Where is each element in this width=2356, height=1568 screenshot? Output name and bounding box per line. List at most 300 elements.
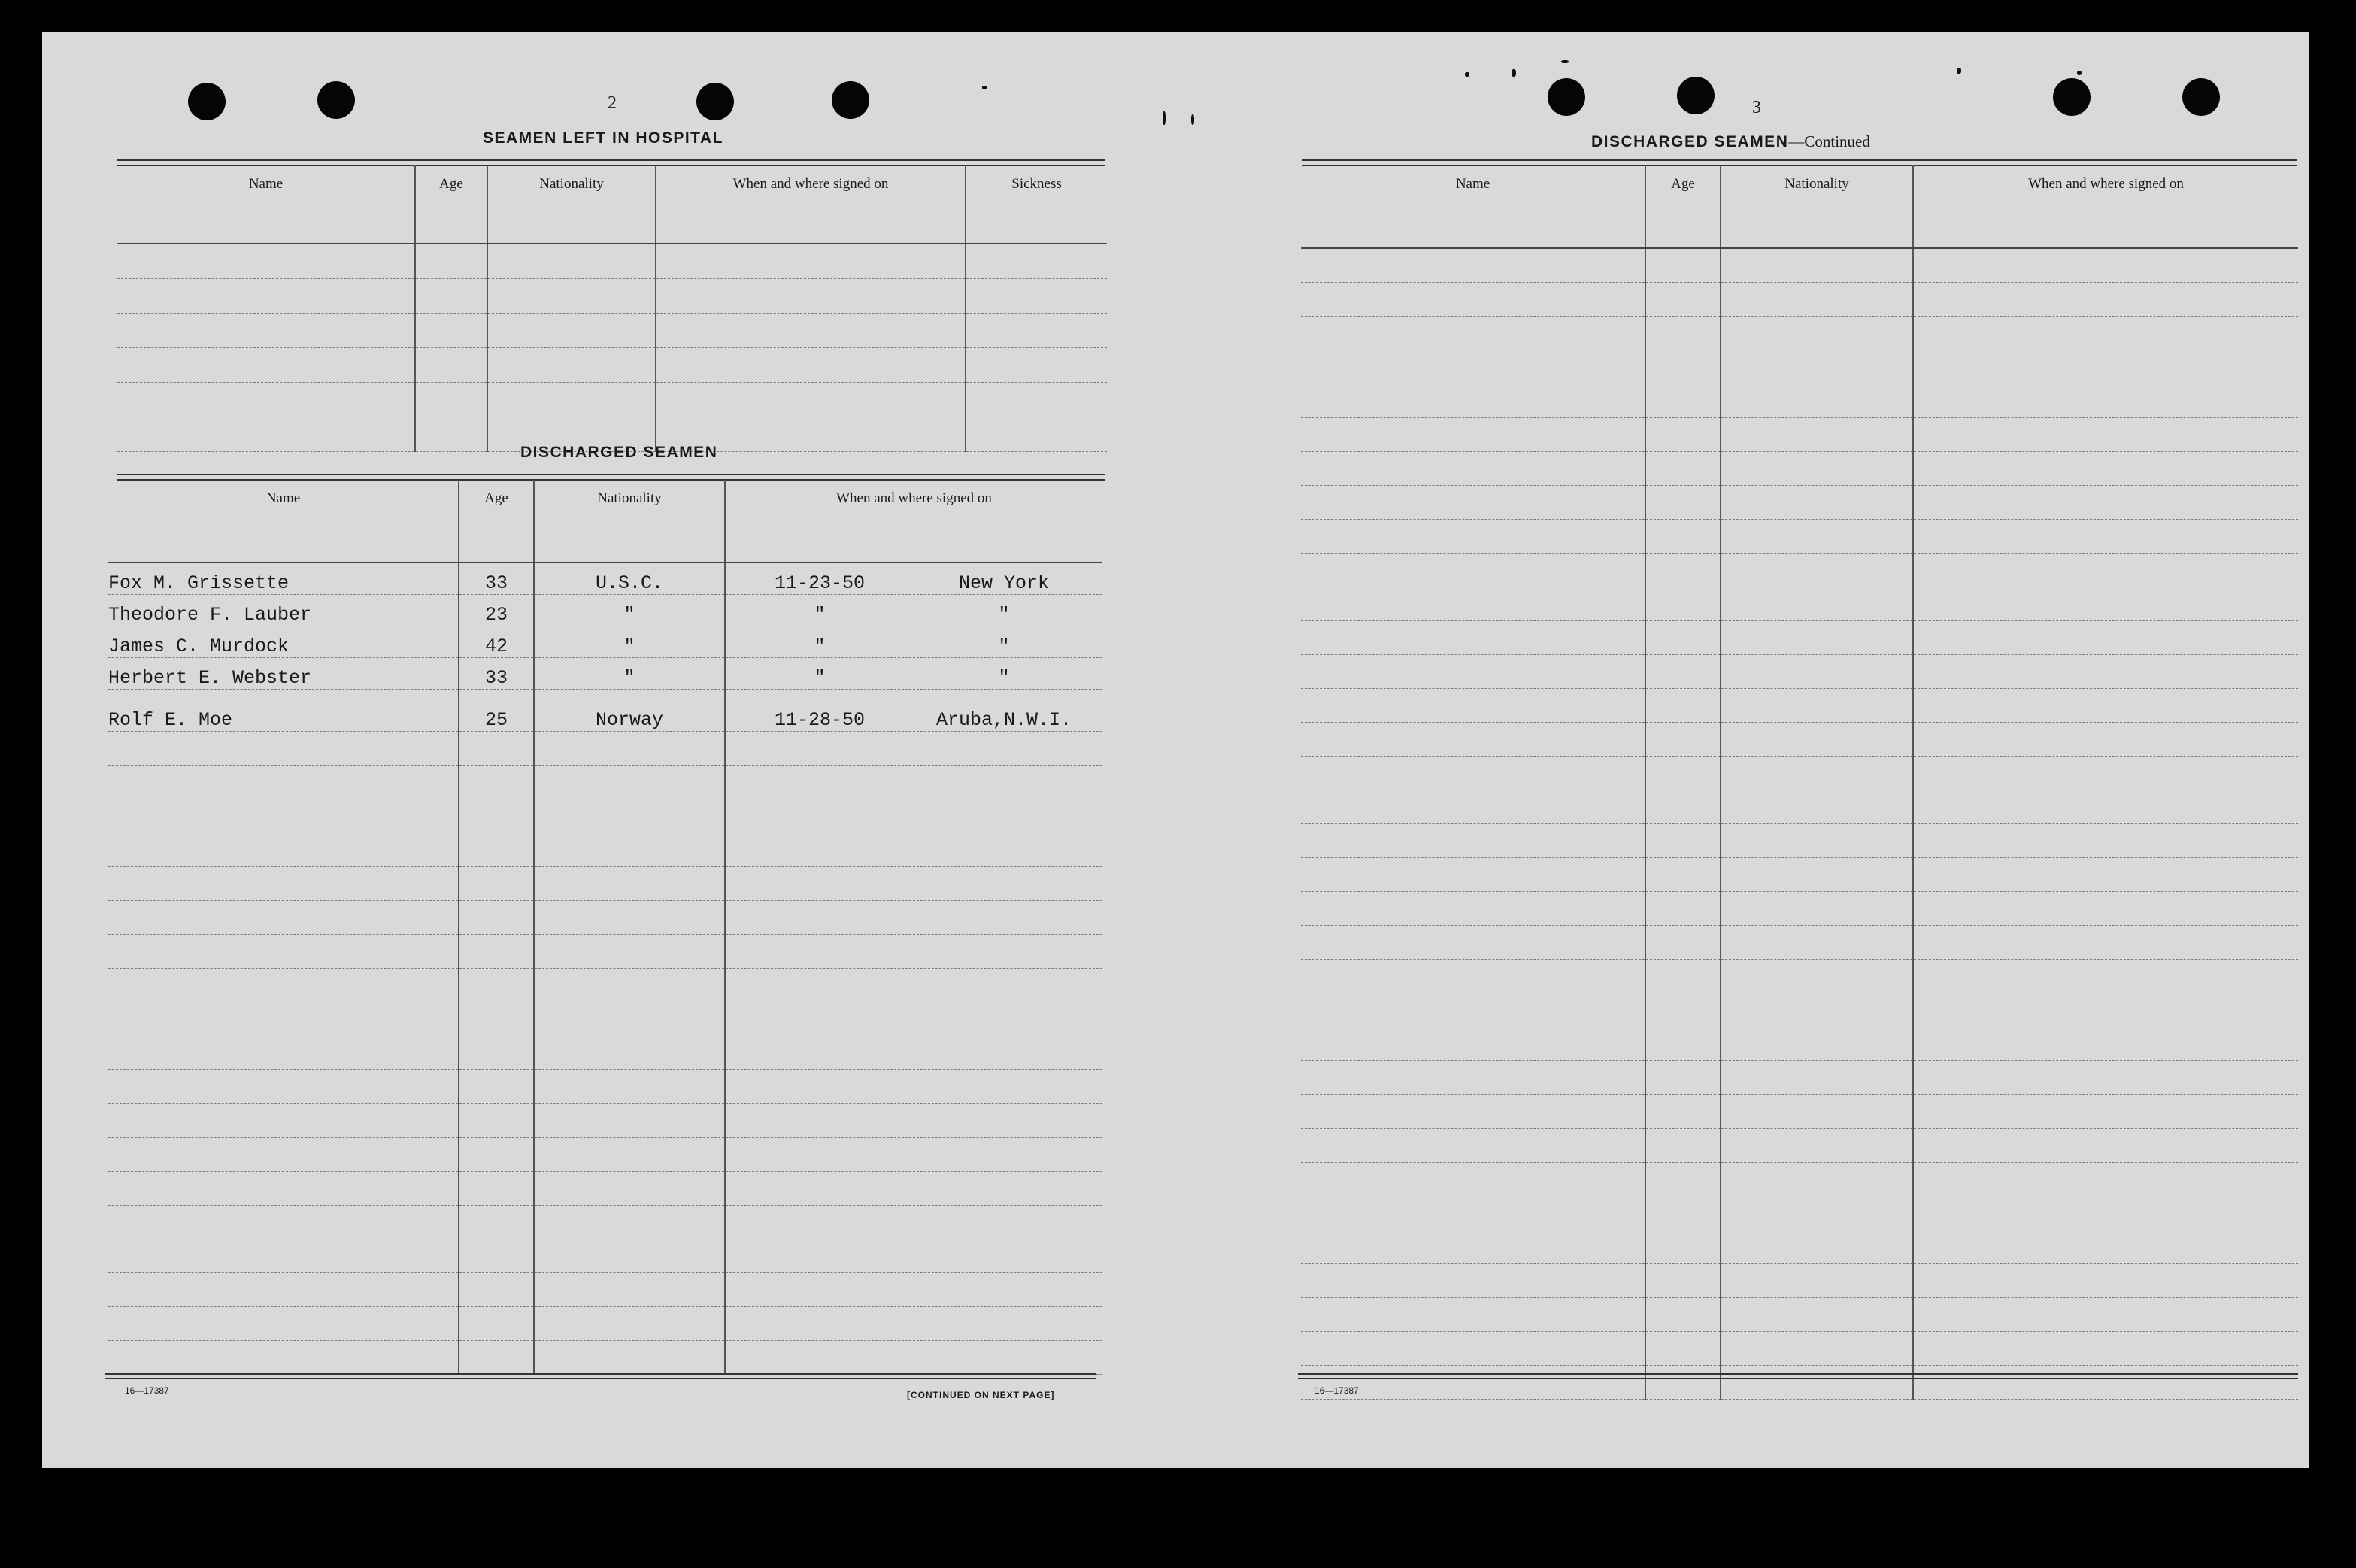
table-cell [1301,1027,1645,1060]
table-cell [415,278,487,313]
table-row [108,1205,1102,1239]
page-number: 2 [608,93,617,113]
table-row [1301,1263,2298,1297]
col-header-nationality: Nationality [1721,165,1913,248]
table-cell [1301,790,1645,823]
col-header-nationality: Nationality [534,480,725,563]
table-cell [1645,553,1721,587]
table-cell [966,244,1107,278]
table-cell [725,1205,1102,1239]
table-cell [1645,959,1721,993]
table-cell [1721,823,1913,857]
table-row [1301,316,2298,350]
table-cell [1645,485,1721,519]
table-cell [459,1103,534,1137]
table-cell [108,1002,459,1036]
table-cell [108,1205,459,1239]
table-cell [1645,620,1721,654]
discharged-section-title: DISCHARGED SEAMEN [520,444,718,461]
col-header-nationality: Nationality [487,165,656,244]
table-cell [459,934,534,968]
table-cell [1301,620,1645,654]
table-row [1301,1128,2298,1162]
table-cell [656,244,966,278]
table-row [1301,384,2298,417]
table-cell [1645,857,1721,891]
table-cell [1645,1365,1721,1399]
age-cell: 33 [459,563,534,594]
signed-on-place: " [998,603,1010,626]
table-row [108,1103,1102,1137]
name-cell: Rolf E. Moe [108,689,459,731]
table-row [1301,790,2298,823]
table-cell [1913,485,2298,519]
table-cell [487,244,656,278]
table-row [1301,485,2298,519]
table-row [108,833,1102,866]
table-cell [534,1103,725,1137]
form-code: 16—17387 [125,1385,169,1396]
name-cell: Fox M. Grissette [108,563,459,594]
table-cell [108,934,459,968]
table-cell [108,799,459,833]
table-cell [656,382,966,417]
table-cell [1721,417,1913,451]
table-cell [1721,1230,1913,1263]
discharged-continued-title [1591,132,1870,151]
nationality-cell: Norway [534,689,725,731]
table-cell [1721,688,1913,722]
signed-on-place: " [998,635,1010,657]
section-title-suffix: —Continued [1788,132,1870,150]
table-cell [1645,688,1721,722]
table-cell [1913,722,2298,756]
table-row [117,244,1107,278]
table-row [108,657,1102,689]
table-cell [108,1272,459,1306]
table-cell [1301,519,1645,553]
table-cell [1721,485,1913,519]
table-cell [1721,282,1913,316]
table-cell [108,1340,459,1374]
table-cell [1721,993,1913,1027]
table-cell [1721,1365,1913,1399]
nationality-cell: " [534,594,725,626]
table-cell [1913,350,2298,384]
table-cell [1645,1331,1721,1365]
table-cell [534,1137,725,1171]
table-cell [1913,587,2298,620]
table-row [1301,451,2298,485]
table-cell [1301,688,1645,722]
table-cell [534,1306,725,1340]
table-cell [725,1137,1102,1171]
table-cell [1721,316,1913,350]
table-row [108,934,1102,968]
table-cell [725,1306,1102,1340]
table-cell [108,1103,459,1137]
table-cell [1913,1027,2298,1060]
document-paper [42,32,2309,1468]
table-row [1301,1162,2298,1196]
table-cell [1645,248,1721,282]
table-row [1301,891,2298,925]
table-cell [1301,925,1645,959]
signed-on-place: Aruba,N.W.I. [935,708,1072,731]
table-row [108,626,1102,657]
table-cell [534,1340,725,1374]
table-cell [1645,1128,1721,1162]
table-cell [1913,654,2298,688]
table-cell [1913,1263,2298,1297]
table-cell [1301,1196,1645,1230]
table-cell [1645,823,1721,857]
table-row [1301,1027,2298,1060]
age-cell: 42 [459,626,534,657]
table-cell [1301,384,1645,417]
table-cell [487,313,656,347]
table-cell [1645,1263,1721,1297]
table-cell [1645,451,1721,485]
table-cell [1721,959,1913,993]
table-cell [1913,451,2298,485]
signed-on-cell [725,689,1102,731]
table-row [1301,1331,2298,1365]
table-cell [1913,553,2298,587]
table-row [108,689,1102,731]
table-cell [459,833,534,866]
table-cell [459,968,534,1002]
table-cell [725,866,1102,900]
hospital-section-title: SEAMEN LEFT IN HOSPITAL [483,129,723,147]
table-row [1301,1060,2298,1094]
table-cell [534,1171,725,1205]
table-cell [725,1103,1102,1137]
table-cell [1721,1060,1913,1094]
table-cell [966,382,1107,417]
table-cell [1913,891,2298,925]
table-cell [459,1306,534,1340]
table-cell [725,1002,1102,1036]
table-cell [1645,790,1721,823]
table-cell [1645,1027,1721,1060]
table-row [1301,857,2298,891]
table-row [1301,688,2298,722]
col-header-signed-on: When and where signed on [1913,165,2298,248]
table-cell [725,934,1102,968]
ink-speck [1163,111,1166,125]
table-cell [1913,925,2298,959]
signed-on-place: " [998,666,1010,689]
table-cell [1645,1297,1721,1331]
table-cell [1301,959,1645,993]
table-cell [1913,993,2298,1027]
signed-on-cell [725,657,1102,689]
table-cell [1301,1230,1645,1263]
table-cell [1301,823,1645,857]
table-cell [1721,857,1913,891]
table-cell [1301,553,1645,587]
table-cell [415,417,487,451]
table-cell [1645,282,1721,316]
table-cell [1913,688,2298,722]
section-title-text: DISCHARGED SEAMEN [1591,133,1789,150]
page-number: 3 [1752,98,1761,117]
table-cell [966,347,1107,382]
table-row [117,313,1107,347]
table-cell [459,1002,534,1036]
signed-on-date: " [814,603,826,626]
table-row [108,866,1102,900]
table-cell [725,968,1102,1002]
table-row [1301,756,2298,790]
col-header-age: Age [459,480,534,563]
table-row [1301,722,2298,756]
table-row [1301,959,2298,993]
table-cell [534,1002,725,1036]
table-row [108,563,1102,594]
table-cell [1913,620,2298,654]
table-cell [117,382,415,417]
table-cell [459,1239,534,1272]
table-cell [1645,925,1721,959]
table-cell [1645,654,1721,688]
table-cell [1913,823,2298,857]
table-cell [108,1306,459,1340]
table-cell [1721,350,1913,384]
table-cell [725,900,1102,934]
table-cell [1645,722,1721,756]
table-cell [725,1036,1102,1069]
table-cell [966,417,1107,451]
table-cell [1301,1263,1645,1297]
col-header-signed-on: When and where signed on [656,165,966,244]
table-cell [1301,451,1645,485]
table-row [108,1036,1102,1069]
table-row [1301,925,2298,959]
signed-on-cell [725,563,1102,594]
table-cell [1721,891,1913,925]
table-cell [1645,1230,1721,1263]
table-cell [459,799,534,833]
table-row [108,1272,1102,1306]
table-cell [534,900,725,934]
table-cell [459,1340,534,1374]
table-cell [487,382,656,417]
table-cell [1913,857,2298,891]
table-cell [108,1036,459,1069]
table-row [1301,1230,2298,1263]
col-header-age: Age [415,165,487,244]
table-cell [1301,248,1645,282]
nationality-cell: U.S.C. [534,563,725,594]
table-cell [1645,1196,1721,1230]
table-cell [656,278,966,313]
signed-on-date: " [814,635,826,657]
table-cell [1913,1060,2298,1094]
table-row [1301,993,2298,1027]
col-header-name: Name [117,165,415,244]
table-row [1301,248,2298,282]
table-cell [1913,248,2298,282]
table-cell [1301,1331,1645,1365]
table-cell [534,1036,725,1069]
table-cell [1721,1263,1913,1297]
table-cell [1645,417,1721,451]
table-cell [415,347,487,382]
table-cell [534,968,725,1002]
bottom-rule [105,1373,1096,1379]
age-cell: 23 [459,594,534,626]
table-cell [117,347,415,382]
table-cell [1721,519,1913,553]
table-row [1301,519,2298,553]
signed-on-date: 11-23-50 [774,572,866,594]
table-row [1301,282,2298,316]
table-row [108,1306,1102,1340]
table-cell [415,382,487,417]
table-cell [534,1205,725,1239]
table-cell [656,313,966,347]
table-cell [1721,1196,1913,1230]
table-row [108,1002,1102,1036]
table-row [108,1340,1102,1374]
table-cell [1913,1230,2298,1263]
table-row [1301,823,2298,857]
nationality-cell: " [534,626,725,657]
table-cell [725,1171,1102,1205]
table-cell [1913,1128,2298,1162]
table-cell [459,1205,534,1239]
col-header-sickness: Sickness [966,165,1107,244]
table-cell [459,1171,534,1205]
table-row [1301,350,2298,384]
table-cell [1301,1162,1645,1196]
table-row [108,900,1102,934]
right-page [1200,32,2309,1468]
table-cell [1301,587,1645,620]
table-cell [534,934,725,968]
table-cell [1301,1128,1645,1162]
table-cell [1645,891,1721,925]
table-cell [459,1272,534,1306]
signed-on-place: New York [958,572,1050,594]
discharged-table [108,480,1102,1375]
table-row [1301,654,2298,688]
signed-on-date: " [814,666,826,689]
table-cell [1645,993,1721,1027]
signed-on-cell [725,594,1102,626]
table-cell [1645,316,1721,350]
table-row [1301,1297,2298,1331]
table-row [108,968,1102,1002]
table-row [117,278,1107,313]
table-cell [415,313,487,347]
table-row [1301,553,2298,587]
table-row [117,347,1107,382]
table-cell [1721,1331,1913,1365]
table-cell [966,278,1107,313]
table-row [1301,1094,2298,1128]
table-cell [1645,350,1721,384]
table-row [117,382,1107,417]
table-row [108,594,1102,626]
table-cell [1301,417,1645,451]
left-page [42,32,1125,1468]
table-cell [1913,1094,2298,1128]
table-cell [1301,350,1645,384]
table-cell [1301,1297,1645,1331]
table-cell [1301,891,1645,925]
table-row [1301,620,2298,654]
col-header-name: Name [108,480,459,563]
table-row [108,1069,1102,1103]
table-cell [459,1137,534,1171]
table-row [1301,1365,2298,1399]
table-cell [725,1069,1102,1103]
table-cell [1645,1162,1721,1196]
table-cell [1913,1365,2298,1399]
continued-note: [CONTINUED ON NEXT PAGE] [907,1390,1055,1400]
table-cell [108,1239,459,1272]
table-cell [459,1036,534,1069]
table-cell [1301,316,1645,350]
table-cell [1301,485,1645,519]
table-cell [459,866,534,900]
name-cell: Theodore F. Lauber [108,594,459,626]
bottom-rule [1298,1373,2298,1379]
table-cell [459,765,534,799]
table-cell [1721,451,1913,485]
table-cell [108,900,459,934]
table-cell [1645,587,1721,620]
table-cell [1721,587,1913,620]
table-cell [1721,722,1913,756]
table-cell [725,833,1102,866]
table-cell [1721,1128,1913,1162]
table-cell [1721,790,1913,823]
name-cell: James C. Murdock [108,626,459,657]
table-cell [1721,1027,1913,1060]
table-cell [534,799,725,833]
table-cell [1721,553,1913,587]
table-cell [1301,1060,1645,1094]
table-cell [725,1272,1102,1306]
table-cell [1645,1094,1721,1128]
table-cell [108,866,459,900]
table-cell [1721,1094,1913,1128]
table-cell [1721,384,1913,417]
table-cell [459,1069,534,1103]
table-cell [1721,654,1913,688]
table-cell [1721,248,1913,282]
table-row [108,799,1102,833]
table-cell [1301,756,1645,790]
table-cell [108,1171,459,1205]
table-cell [725,765,1102,799]
table-cell [1913,959,2298,993]
table-cell [1721,925,1913,959]
table-cell [108,968,459,1002]
table-cell [487,347,656,382]
table-cell [1301,654,1645,688]
table-cell [1645,756,1721,790]
table-cell [1721,620,1913,654]
table-cell [487,278,656,313]
table-cell [1913,1196,2298,1230]
table-cell [1301,722,1645,756]
table-row [1301,587,2298,620]
